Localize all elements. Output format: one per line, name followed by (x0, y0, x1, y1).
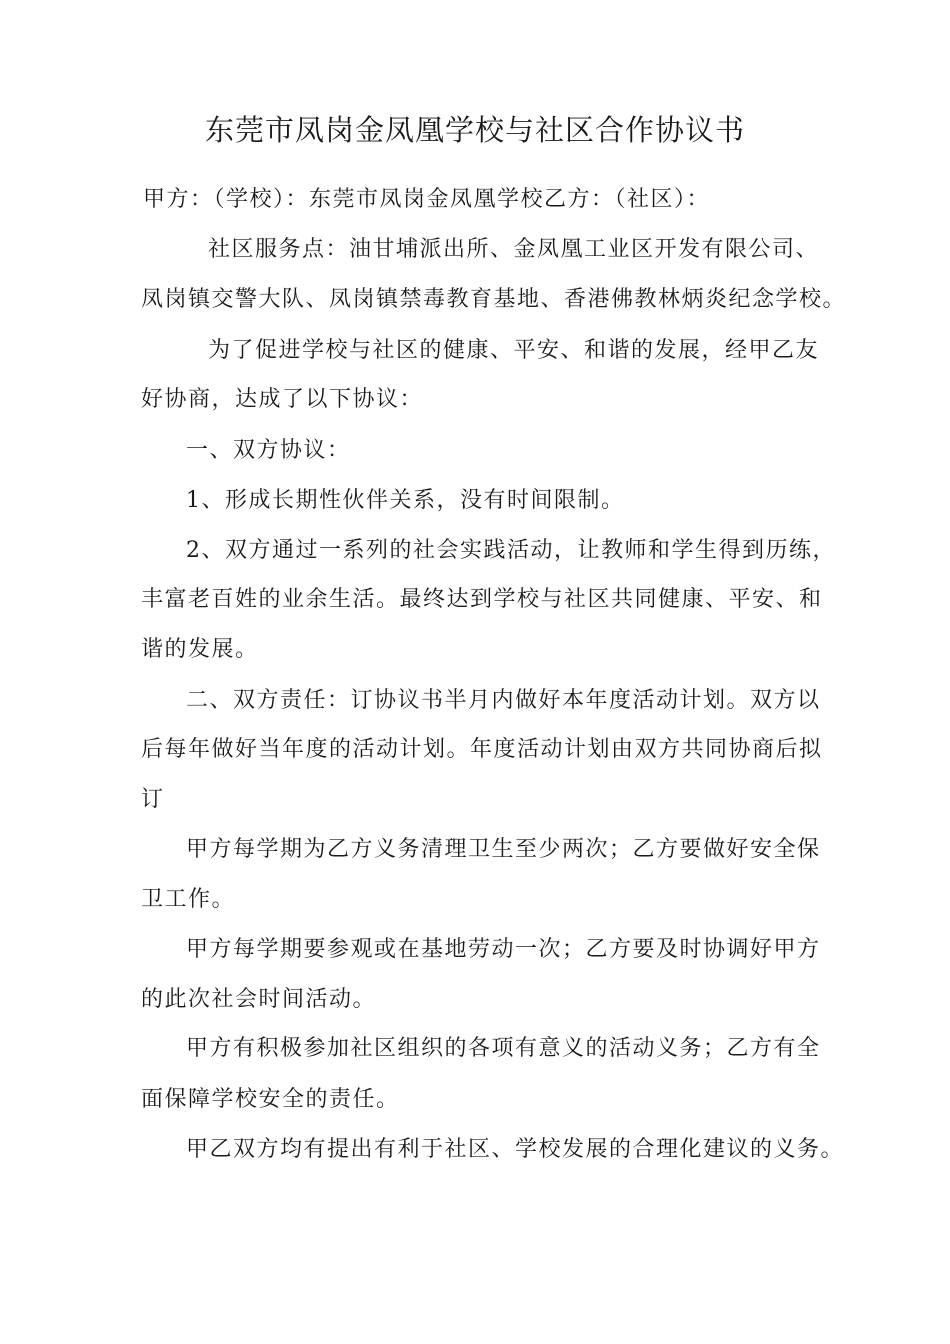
agreement-item-1: 1、形成长期性伙伴关系，没有时间限制。 (186, 488, 625, 513)
service-points-line: 社区服务点：油甘埔派出所、金凤凰工业区开发有限公司、 (208, 237, 820, 262)
agreement-item-2: 2、双方通过一系列的社会实践活动，让教师和学生得到历练， (186, 538, 836, 563)
duty-2-line: 甲方每学期要参观或在基地劳动一次；乙方要及时协调好甲方 (186, 937, 821, 962)
responsibility-cont: 后每年做好当年度的活动计划。年度活动计划由双方共同协商后拟 (141, 737, 823, 762)
duty-1-cont: 卫工作。 (141, 887, 236, 912)
responsibility-line: 二、双方责任：订协议书半月内做好本年度活动计划。双方以 (186, 688, 821, 713)
service-points-cont: 凤岗镇交警大队、凤岗镇禁毒教育基地、香港佛教林炳炎纪念学校。 (141, 287, 847, 312)
duty-4-line: 甲乙双方均有提出有利于社区、学校发展的合理化建议的义务。 (186, 1137, 845, 1162)
document-title: 东莞市凤岗金凤凰学校与社区合作协议书 (204, 113, 745, 147)
agreement-item-2-end: 谐的发展。 (141, 637, 259, 662)
agreement-item-2-cont: 丰富老百姓的业余生活。最终达到学校与社区共同健康、平安、和 (141, 587, 823, 612)
party-line: 甲方：（学校）：东莞市凤岗金凤凰学校乙方：（社区）： (143, 187, 711, 212)
responsibility-end: 订 (141, 787, 165, 812)
duty-3-cont: 面保障学校安全的责任。 (141, 1087, 400, 1112)
section-heading: 一、双方协议： (186, 438, 351, 463)
duty-2-cont: 的此次社会时间活动。 (141, 987, 377, 1012)
duty-3-line: 甲方有积极参加社区组织的各项有意义的活动义务；乙方有全 (186, 1036, 821, 1061)
purpose-cont: 好协商，达成了以下协议： (141, 387, 424, 412)
duty-1-line: 甲方每学期为乙方义务清理卫生至少两次；乙方要做好安全保 (186, 837, 821, 862)
purpose-line: 为了促进学校与社区的健康、平安、和谐的发展，经甲乙友 (208, 338, 820, 363)
